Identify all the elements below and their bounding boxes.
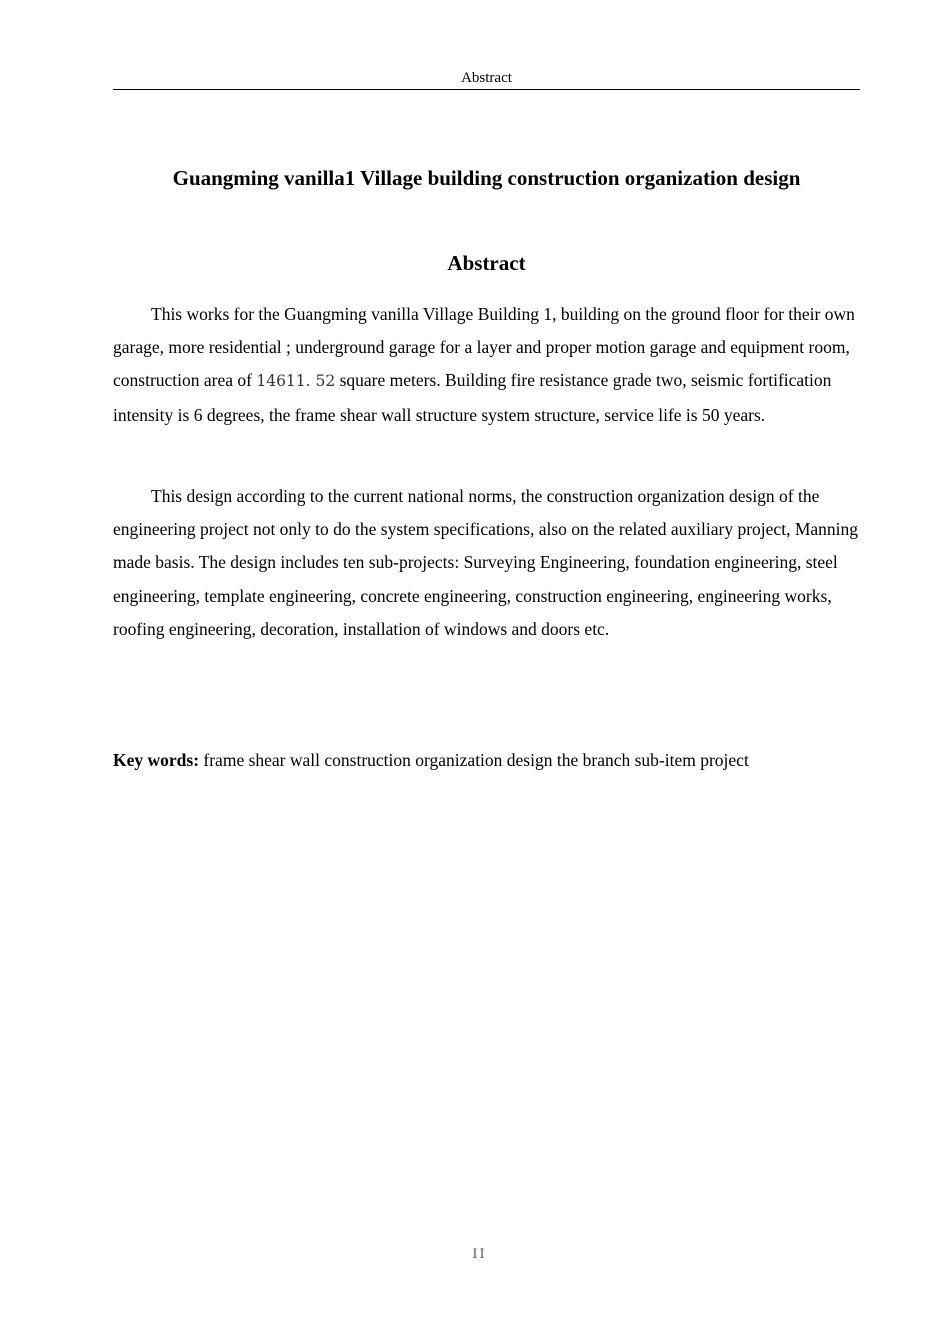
construction-area-value: 14611. 52 — [256, 372, 336, 391]
paragraph-2-text: This design according to the current national norms, the construction organization design of the engineering project not only to do the system specifications, also on the related auxiliary project, Manning made basis. The design includes ten sub-projects: Surveying Engineering, foundation engineering, steel engineering, template engineering, concrete engineering, construction engineering, engineering works, roofing engineering, decoration, installation of windows and doors etc. — [113, 486, 859, 639]
document-title: Guangming vanilla1 Village building construction organization design — [172, 166, 801, 190]
abstract-paragraph-1 — [113, 298, 860, 432]
page-header — [113, 68, 860, 90]
abstract-heading: Abstract — [447, 251, 526, 275]
keywords-line — [113, 744, 860, 777]
keywords-label: Key words: — [113, 750, 200, 770]
keywords-text: frame shear wall construction organization design the branch sub-item project — [199, 750, 749, 770]
running-title: Abstract — [461, 70, 512, 86]
page-number: II — [472, 1247, 487, 1262]
abstract-paragraph-2 — [113, 480, 860, 646]
paragraph-1-text-start: This works for the Guangming vanilla Village Building 1, building on the ground floor for their own garage, more residential ; underground garage for a layer and proper motion garage and equipment room, construction area of — [113, 304, 855, 391]
paragraph-1-text-end: square meters. Building fire resistance grade two, seismic fortification intensity is 6 degrees, the frame shear wall structure system structure, service life is 50 years. — [113, 370, 832, 425]
